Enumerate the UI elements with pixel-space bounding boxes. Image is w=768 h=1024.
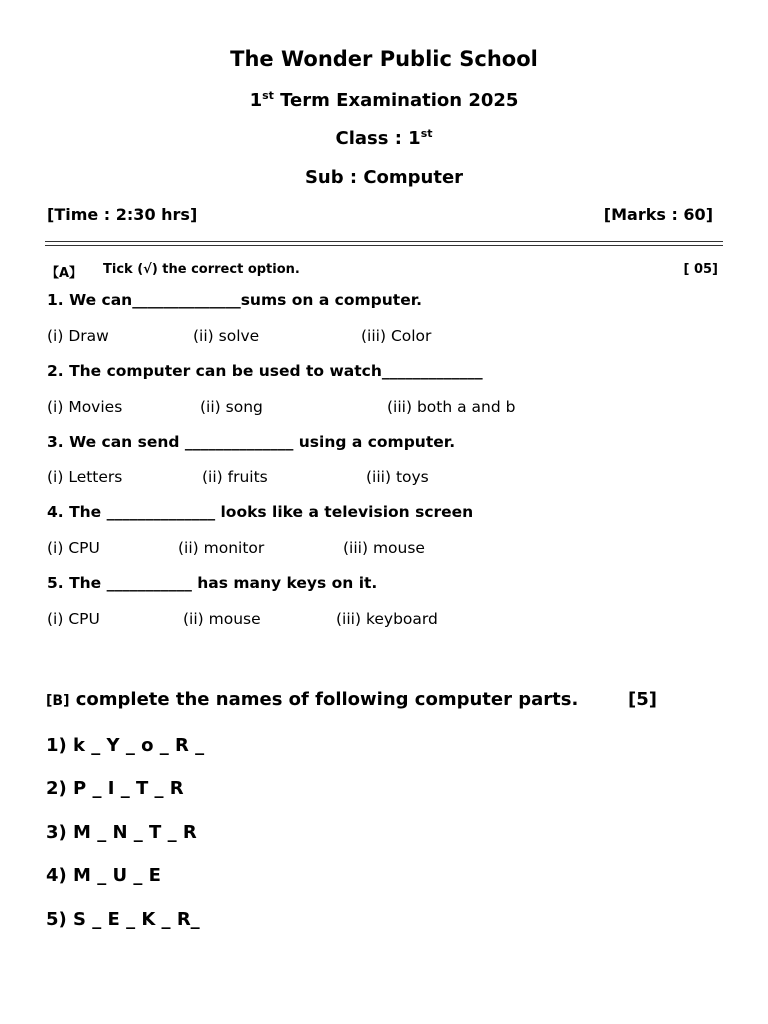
marks-info: [Marks : 60] [603, 205, 713, 224]
question-1: 1. We can______________sums on a computer. [47, 291, 423, 309]
header-divider-top [45, 241, 723, 242]
puzzle-item-2: 2) P _ I _ T _ R [46, 778, 184, 799]
class-suffix: st [420, 127, 433, 140]
section-b-instruction: complete the names of following computer parts. [69, 689, 579, 710]
exam-title [0, 90, 768, 111]
question-3-option-1: (i) Letters [47, 468, 123, 486]
question-5-option-1: (i) CPU [47, 610, 100, 628]
section-b-label: [B] [46, 693, 70, 709]
question-4: 4. The ______________ looks like a television screen [47, 503, 474, 521]
question-2-option-2: (ii) song [200, 398, 263, 416]
question-2: 2. The computer can be used to watch_____________ [47, 362, 483, 380]
section-b-marks: [5] [628, 689, 657, 710]
puzzle-item-3: 3) M _ N _ T _ R [46, 822, 197, 843]
question-1-option-2: (ii) solve [193, 327, 260, 345]
question-4-option-3: (iii) mouse [343, 539, 425, 557]
puzzle-item-1: 1) k _ Y _ o _ R _ [46, 735, 205, 756]
question-5: 5. The ___________ has many keys on it. [47, 574, 378, 592]
school-name: The Wonder Public School [230, 47, 538, 71]
question-5-option-2: (ii) mouse [183, 610, 261, 628]
class-label: Class : 1 [335, 128, 421, 149]
subject-line: Sub : Computer [304, 167, 464, 188]
question-2-option-3: (iii) both a and b [387, 398, 516, 416]
question-2-option-1: (i) Movies [47, 398, 123, 416]
question-4-option-1: (i) CPU [47, 539, 100, 557]
puzzle-item-4: 4) M _ U _ E [46, 865, 161, 886]
question-1-option-1: (i) Draw [47, 327, 109, 345]
exam-term-suffix: st [262, 89, 274, 102]
section-a-label: 【A】 [46, 266, 83, 281]
time-info: [Time : 2:30 hrs] [47, 205, 198, 224]
question-4-option-2: (ii) monitor [178, 539, 265, 557]
header-divider-bottom [45, 245, 723, 246]
section-a-marks: [ 05] [683, 262, 718, 277]
question-1-option-3: (iii) Color [361, 327, 432, 345]
puzzle-item-5: 5) S _ E _ K _ R_ [46, 909, 200, 930]
class-line [0, 128, 768, 149]
section-b-title [46, 689, 578, 710]
question-5-option-3: (iii) keyboard [336, 610, 438, 628]
question-3: 3. We can send ______________ using a computer. [47, 433, 456, 451]
section-a-instruction: Tick (√) the correct option. [103, 262, 300, 277]
question-3-option-3: (iii) toys [366, 468, 429, 486]
question-3-option-2: (ii) fruits [202, 468, 268, 486]
exam-title-text: Term Examination 2025 [273, 90, 519, 111]
exam-term-number: 1 [249, 90, 263, 111]
